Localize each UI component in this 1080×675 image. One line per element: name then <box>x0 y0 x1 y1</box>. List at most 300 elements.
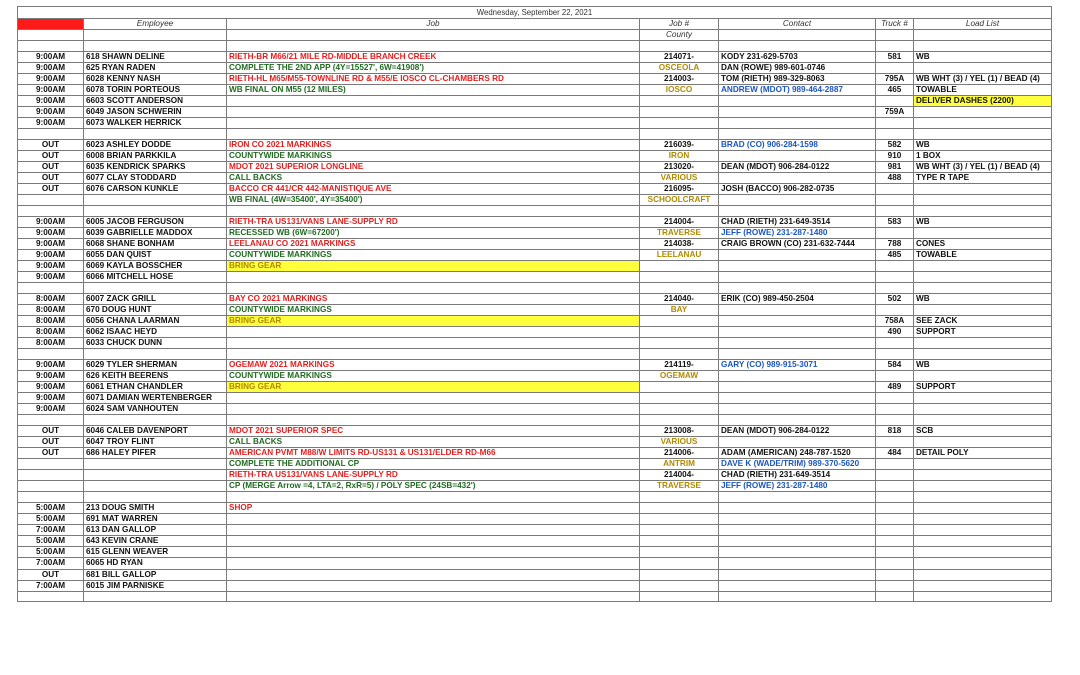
job-cell: COMPLETE THE 2ND APP (4Y=15527', 6W=41908') <box>227 62 640 73</box>
job-cell: WB FINAL (4W=35400', 4Y=35400') <box>227 195 640 206</box>
employee-cell: 615 GLENN WEAVER <box>84 547 227 558</box>
jobnum-cell: LEELANAU <box>640 250 719 261</box>
table-row <box>18 569 1052 580</box>
truck-cell <box>876 470 914 481</box>
jobnum-cell <box>640 316 719 327</box>
schedule-sheet <box>17 6 1052 602</box>
contact-cell <box>719 338 876 349</box>
employee-cell: 6065 HD RYAN <box>84 558 227 569</box>
table-row <box>18 139 1052 150</box>
job-cell: RECESSED WB (6W=67200') <box>227 228 640 239</box>
header-contact: Contact <box>719 19 876 30</box>
load-cell: CONES <box>914 239 1052 250</box>
time-cell <box>18 129 84 140</box>
time-cell: OUT <box>18 437 84 448</box>
contact-cell <box>719 316 876 327</box>
job-cell <box>227 591 640 602</box>
employee-cell <box>84 206 227 217</box>
table-row <box>18 107 1052 118</box>
time-cell: 8:00AM <box>18 305 84 316</box>
table-row <box>18 316 1052 327</box>
jobnum-cell <box>640 272 719 283</box>
truck-cell <box>876 580 914 591</box>
sheet-title: Wednesday, September 22, 2021 <box>18 7 1052 19</box>
load-cell <box>914 338 1052 349</box>
table-row <box>18 338 1052 349</box>
job-cell: OGEMAW 2021 MARKINGS <box>227 359 640 370</box>
table-row <box>18 62 1052 73</box>
employee-cell: 670 DOUG HUNT <box>84 305 227 316</box>
blank-row <box>18 41 1052 52</box>
jobnum-cell: 216095- <box>640 184 719 195</box>
jobnum-cell <box>640 129 719 140</box>
jobnum-cell: OSCEOLA <box>640 62 719 73</box>
truck-cell <box>876 129 914 140</box>
table-row <box>18 371 1052 382</box>
time-cell <box>18 41 84 52</box>
load-cell <box>914 107 1052 118</box>
jobnum-cell: 214038- <box>640 239 719 250</box>
jobnum-cell: 214119- <box>640 359 719 370</box>
job-cell <box>227 272 640 283</box>
truck-cell <box>876 305 914 316</box>
truck-cell <box>876 62 914 73</box>
employee-cell: 6071 DAMIAN WERTENBERGER <box>84 393 227 404</box>
contact-cell <box>719 393 876 404</box>
contact-cell <box>719 492 876 503</box>
jobnum-cell: 214071- <box>640 51 719 62</box>
employee-cell: 6046 CALEB DAVENPORT <box>84 425 227 436</box>
header-truck: Truck # <box>876 19 914 30</box>
contact-cell: DEAN (MDOT) 906-284-0122 <box>719 425 876 436</box>
job-cell: CALL BACKS <box>227 173 640 184</box>
employee-cell <box>84 195 227 206</box>
blank-row <box>18 415 1052 426</box>
employee-cell: 6073 WALKER HERRICK <box>84 118 227 129</box>
load-cell <box>914 591 1052 602</box>
table-row <box>18 547 1052 558</box>
employee-cell <box>84 349 227 360</box>
load-cell <box>914 371 1052 382</box>
contact-cell: CHAD (RIETH) 231-649-3514 <box>719 216 876 227</box>
job-cell <box>227 327 640 338</box>
employee-cell: 213 DOUG SMITH <box>84 502 227 513</box>
header-job: Job <box>227 19 640 30</box>
jobnum-cell <box>640 41 719 52</box>
truck-cell <box>876 228 914 239</box>
table-row <box>18 481 1052 492</box>
time-cell: 8:00AM <box>18 293 84 304</box>
truck-cell: 488 <box>876 173 914 184</box>
contact-cell <box>719 107 876 118</box>
employee-cell: 6039 GABRIELLE MADDOX <box>84 228 227 239</box>
contact-cell <box>719 437 876 448</box>
header-load: Load List <box>914 19 1052 30</box>
employee-cell <box>84 41 227 52</box>
jobnum-cell <box>640 338 719 349</box>
jobnum-cell <box>640 283 719 294</box>
load-cell <box>914 228 1052 239</box>
time-cell: 7:00AM <box>18 558 84 569</box>
employee-cell: 6035 KENDRICK SPARKS <box>84 162 227 173</box>
truck-cell: 818 <box>876 425 914 436</box>
time-cell: 8:00AM <box>18 327 84 338</box>
job-cell: IRON CO 2021 MARKINGS <box>227 139 640 150</box>
employee-cell: 6055 DAN QUIST <box>84 250 227 261</box>
contact-cell <box>719 514 876 525</box>
contact-cell: DEAN (MDOT) 906-284-0122 <box>719 162 876 173</box>
load-cell: TOWABLE <box>914 84 1052 95</box>
truck-cell <box>876 404 914 415</box>
jobnum-cell <box>640 514 719 525</box>
truck-cell: 502 <box>876 293 914 304</box>
jobnum-cell <box>640 327 719 338</box>
jobnum-cell <box>640 107 719 118</box>
job-cell: MDOT 2021 SUPERIOR LONGLINE <box>227 162 640 173</box>
truck-cell <box>876 558 914 569</box>
employee-cell: 6078 TORIN PORTEOUS <box>84 84 227 95</box>
job-cell <box>227 580 640 591</box>
table-row <box>18 525 1052 536</box>
jobnum-cell <box>640 536 719 547</box>
contact-cell <box>719 327 876 338</box>
jobnum-cell: VARIOUS <box>640 173 719 184</box>
employee-cell <box>84 129 227 140</box>
time-cell: OUT <box>18 448 84 459</box>
truck-cell: 484 <box>876 448 914 459</box>
load-cell: SUPPORT <box>914 382 1052 393</box>
truck-cell <box>876 118 914 129</box>
contact-cell: ANDREW (MDOT) 989-464-2887 <box>719 84 876 95</box>
contact-cell <box>719 349 876 360</box>
load-cell: SCB <box>914 425 1052 436</box>
blank-row <box>18 591 1052 602</box>
contact-cell <box>719 261 876 272</box>
time-cell <box>18 492 84 503</box>
jobnum-cell: 213008- <box>640 425 719 436</box>
jobnum-cell <box>640 591 719 602</box>
employee-cell: 6061 ETHAN CHANDLER <box>84 382 227 393</box>
contact-cell: DAN (ROWE) 989-601-0746 <box>719 62 876 73</box>
jobnum-cell <box>640 261 719 272</box>
table-row <box>18 228 1052 239</box>
table-row <box>18 502 1052 513</box>
header-jobnum: Job # <box>640 19 719 30</box>
job-cell <box>227 118 640 129</box>
table-row <box>18 327 1052 338</box>
contact-cell <box>719 536 876 547</box>
employee-cell: 681 BILL GALLOP <box>84 569 227 580</box>
table-row <box>18 173 1052 184</box>
header-time: Time <box>18 19 84 30</box>
employee-cell: 6069 KAYLA BOSSCHER <box>84 261 227 272</box>
blank-row <box>18 283 1052 294</box>
contact-cell: ADAM (AMERICAN) 248-787-1520 <box>719 448 876 459</box>
truck-cell <box>876 206 914 217</box>
jobnum-cell: 214006- <box>640 448 719 459</box>
job-cell: CP (MERGE Arrow =4, LTA=2, RxR=5) / POLY SPEC (24SB=432') <box>227 481 640 492</box>
truck-cell <box>876 437 914 448</box>
load-cell: SEE ZACK <box>914 316 1052 327</box>
truck-cell <box>876 415 914 426</box>
truck-cell <box>876 261 914 272</box>
contact-cell: JOSH (BACCO) 906-282-0735 <box>719 184 876 195</box>
job-cell: BRING GEAR <box>227 316 640 327</box>
time-cell: 8:00AM <box>18 338 84 349</box>
job-cell: RIETH-HL M65/M55-TOWNLINE RD & M55/E IOSCO CL-CHAMBERS RD <box>227 73 640 84</box>
truck-cell <box>876 393 914 404</box>
jobnum-cell: OGEMAW <box>640 371 719 382</box>
load-cell <box>914 502 1052 513</box>
contact-cell <box>719 41 876 52</box>
time-cell <box>18 283 84 294</box>
contact-cell <box>719 502 876 513</box>
load-cell <box>914 195 1052 206</box>
contact-cell <box>719 129 876 140</box>
employee-cell: 6068 SHANE BONHAM <box>84 239 227 250</box>
employee-cell: 6603 SCOTT ANDERSON <box>84 96 227 107</box>
load-cell <box>914 415 1052 426</box>
job-cell: AMERICAN PVMT M88/W LIMITS RD-US131 & US131/ELDER RD-M66 <box>227 448 640 459</box>
job-cell: COUNTYWIDE MARKINGS <box>227 371 640 382</box>
load-cell: 1 BOX <box>914 150 1052 161</box>
blank-row <box>18 349 1052 360</box>
job-cell <box>227 514 640 525</box>
job-cell <box>227 283 640 294</box>
job-cell: BAY CO 2021 MARKINGS <box>227 293 640 304</box>
time-cell: 9:00AM <box>18 382 84 393</box>
table-row <box>18 580 1052 591</box>
load-cell <box>914 184 1052 195</box>
employee-cell: 6015 JIM PARNISKE <box>84 580 227 591</box>
job-cell <box>227 525 640 536</box>
load-cell: DETAIL POLY <box>914 448 1052 459</box>
employee-cell <box>84 492 227 503</box>
load-cell <box>914 569 1052 580</box>
employee-cell: 6033 CHUCK DUNN <box>84 338 227 349</box>
contact-cell: ERIK (CO) 989-450-2504 <box>719 293 876 304</box>
truck-cell: 485 <box>876 250 914 261</box>
truck-cell: 795A <box>876 73 914 84</box>
truck-cell <box>876 371 914 382</box>
jobnum-cell <box>640 382 719 393</box>
job-cell: BACCO CR 441/CR 442-MANISTIQUE AVE <box>227 184 640 195</box>
contact-cell <box>719 404 876 415</box>
contact-cell <box>719 272 876 283</box>
blank-row <box>18 129 1052 140</box>
truck-cell <box>876 195 914 206</box>
truck-cell: 788 <box>876 239 914 250</box>
job-cell: LEELANAU CO 2021 MARKINGS <box>227 239 640 250</box>
contact-cell: JEFF (ROWE) 231-287-1480 <box>719 481 876 492</box>
contact-cell <box>719 547 876 558</box>
contact-cell: TOM (RIETH) 989-329-8063 <box>719 73 876 84</box>
jobnum-cell: 214004- <box>640 470 719 481</box>
table-row <box>18 118 1052 129</box>
employee-cell: 613 DAN GALLOP <box>84 525 227 536</box>
contact-cell <box>719 525 876 536</box>
contact-cell <box>719 206 876 217</box>
truck-cell <box>876 492 914 503</box>
contact-cell <box>719 569 876 580</box>
truck-cell: 584 <box>876 359 914 370</box>
employee-cell: 691 MAT WARREN <box>84 514 227 525</box>
table-row <box>18 459 1052 470</box>
contact-cell <box>719 591 876 602</box>
employee-cell: 6024 SAM VANHOUTEN <box>84 404 227 415</box>
load-cell <box>914 41 1052 52</box>
load-cell: WB WHT (3) / YEL (1) / BEAD (4) <box>914 73 1052 84</box>
time-cell <box>18 470 84 481</box>
job-cell: MDOT 2021 SUPERIOR SPEC <box>227 425 640 436</box>
employee-cell: 6005 JACOB FERGUSON <box>84 216 227 227</box>
job-cell: CALL BACKS <box>227 437 640 448</box>
employee-cell: 6008 BRIAN PARKKILA <box>84 150 227 161</box>
jobnum-cell: 214040- <box>640 293 719 304</box>
contact-cell <box>719 558 876 569</box>
truck-cell <box>876 514 914 525</box>
jobnum-cell <box>640 415 719 426</box>
time-cell: 9:00AM <box>18 73 84 84</box>
truck-cell <box>876 536 914 547</box>
time-cell: 9:00AM <box>18 261 84 272</box>
load-cell <box>914 404 1052 415</box>
load-cell <box>914 393 1052 404</box>
jobnum-cell <box>640 547 719 558</box>
load-cell <box>914 349 1052 360</box>
employee-cell: 6028 KENNY NASH <box>84 73 227 84</box>
jobnum-cell: SCHOOLCRAFT <box>640 195 719 206</box>
job-cell <box>227 96 640 107</box>
jobnum-cell: BAY <box>640 305 719 316</box>
load-cell: WB WHT (3) / YEL (1) / BEAD (4) <box>914 162 1052 173</box>
truck-cell <box>876 569 914 580</box>
load-cell <box>914 547 1052 558</box>
load-cell: WB <box>914 216 1052 227</box>
employee-cell: 625 RYAN RADEN <box>84 62 227 73</box>
employee-cell <box>84 470 227 481</box>
truck-cell <box>876 338 914 349</box>
time-cell <box>18 415 84 426</box>
truck-cell: 490 <box>876 327 914 338</box>
jobnum-cell: ANTRIM <box>640 459 719 470</box>
time-cell: 9:00AM <box>18 371 84 382</box>
header-row-2 <box>18 30 1052 41</box>
time-cell: 5:00AM <box>18 502 84 513</box>
table-row <box>18 536 1052 547</box>
jobnum-cell <box>640 349 719 360</box>
contact-cell <box>719 96 876 107</box>
table-row <box>18 382 1052 393</box>
jobnum-cell: 214003- <box>640 73 719 84</box>
employee-cell: 686 HALEY PIFER <box>84 448 227 459</box>
time-cell: 9:00AM <box>18 359 84 370</box>
jobnum-cell: IOSCO <box>640 84 719 95</box>
time-cell: OUT <box>18 184 84 195</box>
table-row <box>18 261 1052 272</box>
blank-row <box>18 492 1052 503</box>
table-row <box>18 470 1052 481</box>
time-cell: 9:00AM <box>18 107 84 118</box>
load-cell: TYPE R TAPE <box>914 173 1052 184</box>
contact-cell: GARY (CO) 989-915-3071 <box>719 359 876 370</box>
job-cell <box>227 569 640 580</box>
job-cell: COUNTYWIDE MARKINGS <box>227 305 640 316</box>
table-row <box>18 195 1052 206</box>
table-row <box>18 150 1052 161</box>
time-cell: 9:00AM <box>18 239 84 250</box>
employee-cell: 6047 TROY FLINT <box>84 437 227 448</box>
title-row <box>18 7 1052 19</box>
load-cell <box>914 580 1052 591</box>
table-row <box>18 437 1052 448</box>
time-cell: 9:00AM <box>18 62 84 73</box>
job-cell <box>227 404 640 415</box>
table-row <box>18 51 1052 62</box>
employee-cell <box>84 283 227 294</box>
time-cell <box>18 195 84 206</box>
truck-cell: 582 <box>876 139 914 150</box>
employee-cell: 6007 ZACK GRILL <box>84 293 227 304</box>
employee-cell: 626 KEITH BEERENS <box>84 371 227 382</box>
job-cell: COMPLETE THE ADDITIONAL CP <box>227 459 640 470</box>
employee-cell: 6049 JASON SCHWERIN <box>84 107 227 118</box>
time-cell: 9:00AM <box>18 96 84 107</box>
jobnum-cell <box>640 558 719 569</box>
contact-cell: CRAIG BROWN (CO) 231-632-7444 <box>719 239 876 250</box>
time-cell: OUT <box>18 162 84 173</box>
job-cell <box>227 41 640 52</box>
header-row <box>18 19 1052 30</box>
time-cell <box>18 206 84 217</box>
load-cell <box>914 206 1052 217</box>
employee-cell <box>84 459 227 470</box>
jobnum-cell: TRAVERSE <box>640 481 719 492</box>
load-cell <box>914 536 1052 547</box>
job-cell: COUNTYWIDE MARKINGS <box>227 150 640 161</box>
contact-cell <box>719 580 876 591</box>
job-cell <box>227 536 640 547</box>
table-row <box>18 96 1052 107</box>
contact-cell: BRAD (CO) 906-284-1598 <box>719 139 876 150</box>
load-cell <box>914 470 1052 481</box>
job-cell <box>227 393 640 404</box>
job-cell: RIETH-TRA US131/VANS LANE-SUPPLY RD <box>227 470 640 481</box>
contact-cell <box>719 382 876 393</box>
job-cell <box>227 107 640 118</box>
employee-cell: 6029 TYLER SHERMAN <box>84 359 227 370</box>
job-cell: SHOP <box>227 502 640 513</box>
jobnum-cell <box>640 404 719 415</box>
truck-cell <box>876 96 914 107</box>
truck-cell: 759A <box>876 107 914 118</box>
load-cell <box>914 481 1052 492</box>
job-cell <box>227 349 640 360</box>
employee-cell <box>84 415 227 426</box>
truck-cell <box>876 349 914 360</box>
employee-cell: 6066 MITCHELL HOSE <box>84 272 227 283</box>
table-row <box>18 393 1052 404</box>
employee-cell: 6077 CLAY STODDARD <box>84 173 227 184</box>
table-row <box>18 250 1052 261</box>
truck-cell <box>876 184 914 195</box>
job-cell <box>227 338 640 349</box>
truck-cell <box>876 459 914 470</box>
contact-cell <box>719 150 876 161</box>
time-cell: 5:00AM <box>18 514 84 525</box>
truck-cell: 583 <box>876 216 914 227</box>
job-cell: COUNTYWIDE MARKINGS <box>227 250 640 261</box>
